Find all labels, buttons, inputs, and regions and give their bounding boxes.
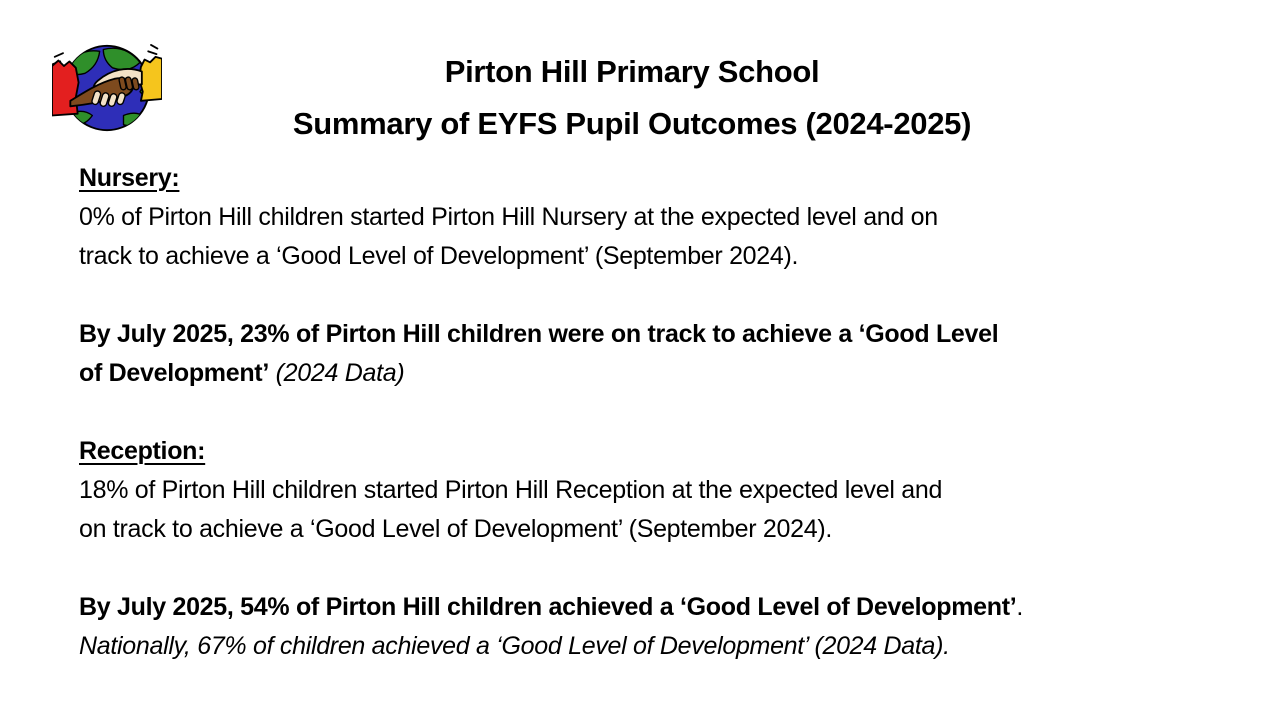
nursery-baseline-line1: 0% of Pirton Hill children started Pirton Hill Nursery at the expected level and on [79,203,938,231]
nursery-baseline-line2: track to achieve a ‘Good Level of Development’ (September 2024). [79,242,799,270]
nursery-outcome-line2-bold: of Development’ [79,359,269,387]
reception-baseline-paragraph [79,471,1259,549]
title-block [0,46,1264,150]
reception-heading-label: Reception: [79,437,206,465]
reception-baseline-line1: 18% of Pirton Hill children started Pirton Hill Reception at the expected level and [79,476,943,504]
national-comparison-paragraph [79,627,1259,666]
blank-line [79,393,1259,432]
body-text [79,159,1259,666]
reception-outcome-period: . [1016,593,1024,621]
blank-line [79,549,1259,588]
nursery-outcome-paragraph [79,315,1259,393]
national-comparison-text: Nationally, 67% of children achieved a ‘Good Level of Development’ (2024 Data). [79,632,950,660]
nursery-outcome-line1: By July 2025, 23% of Pirton Hill children were on track to achieve a ‘Good Level [79,320,999,348]
reception-baseline-line2: on track to achieve a ‘Good Level of Development’ (September 2024). [79,515,833,543]
nursery-heading-label: Nursery: [79,164,180,192]
nursery-outcome-data-note: (2024 Data) [268,359,405,387]
page-title: Summary of EYFS Pupil Outcomes (2024-2025) [292,106,972,141]
school-name: Pirton Hill Primary School [444,54,820,89]
reception-outcome-bold: By July 2025, 54% of Pirton Hill children achieved a ‘Good Level of Development’ [79,593,1017,621]
nursery-baseline-paragraph [79,198,1259,276]
blank-line [79,276,1259,315]
reception-heading [79,432,1259,471]
reception-outcome-paragraph [79,588,1259,627]
nursery-heading [79,159,1259,198]
